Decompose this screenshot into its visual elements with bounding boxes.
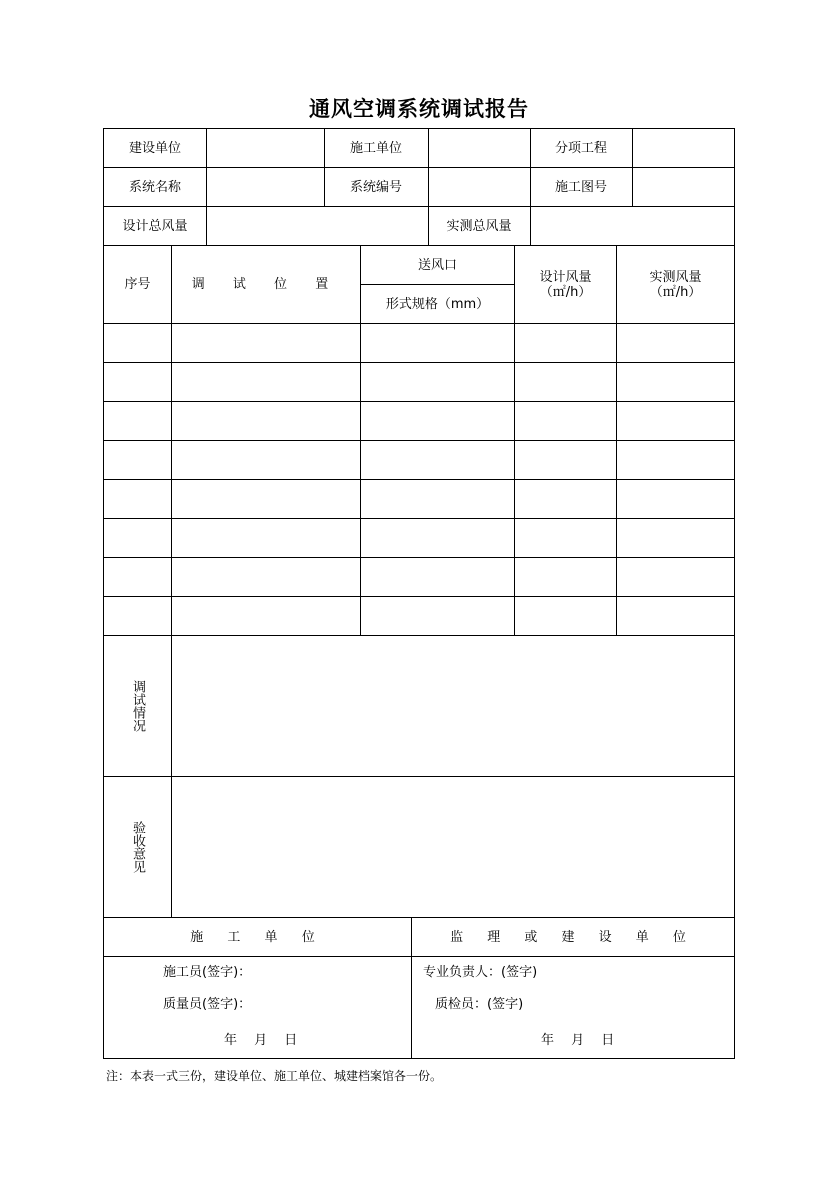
report-table [103, 128, 735, 1059]
field-system-number[interactable] [429, 168, 530, 206]
label-sub-project: 分项工程 [554, 140, 607, 156]
label-system-number: 系统编号 [349, 179, 402, 195]
label-drawing-number: 施工图号 [554, 179, 607, 195]
field-builder-unit[interactable] [429, 129, 530, 167]
col-header-seq: 序号 [124, 277, 151, 292]
footnote: 注：本表一式三份，建设单位、施工单位、城建档案馆各一份。 [106, 1069, 443, 1083]
label-measured-total-air: 实测总风量 [446, 218, 512, 234]
actual-air-label: 实测风量 [649, 269, 702, 285]
quality-signature: 质量员(签字)： [163, 997, 252, 1012]
professional-lead-signature: 专业负责人：(签字) [423, 965, 538, 980]
field-system-name[interactable] [207, 168, 324, 206]
field-drawing-number[interactable] [633, 168, 734, 206]
col-header-outlet-spec: 形式规格（mm） [385, 296, 490, 312]
page-title: 通风空调系统调试报告 [309, 97, 529, 121]
inspector-signature: 质检员：(签字) [435, 997, 524, 1012]
date-right: 年 月 日 [541, 1033, 615, 1048]
date-left: 年 月 日 [224, 1033, 298, 1048]
field-acceptance-opinion[interactable] [172, 777, 734, 917]
field-measured-total-air[interactable] [531, 207, 734, 245]
field-sub-project[interactable] [633, 129, 734, 167]
label-system-name: 系统名称 [128, 179, 181, 195]
design-air-label: 设计风量 [539, 269, 592, 285]
sig-header-builder: 施 工 单 位 [190, 929, 325, 945]
sig-header-supervisor: 监 理 或 建 设 单 位 [450, 929, 696, 945]
section-label-debug-situation: 调试情况 [130, 680, 145, 732]
label-construction-unit: 建设单位 [128, 140, 181, 156]
field-construction-unit[interactable] [207, 129, 324, 167]
col-header-position: 调 试 位 置 [191, 277, 341, 292]
col-header-outlet: 送风口 [417, 257, 457, 273]
field-design-total-air[interactable] [207, 207, 428, 245]
col-header-actual-air [617, 246, 734, 323]
constructor-signature: 施工员(签字)： [163, 965, 252, 980]
section-label-acceptance-opinion: 验收意见 [130, 821, 145, 873]
label-design-total-air: 设计总风量 [122, 218, 188, 234]
field-debug-situation[interactable] [172, 636, 734, 776]
actual-air-unit: （㎡/h） [649, 284, 702, 300]
label-builder-unit: 施工单位 [349, 140, 402, 156]
design-air-unit: （㎡/h） [539, 284, 592, 300]
col-header-design-air [515, 246, 616, 323]
